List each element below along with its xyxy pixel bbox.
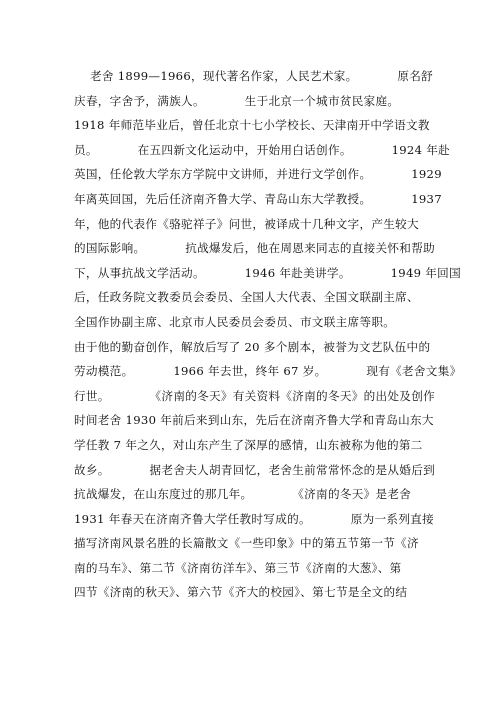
text-line-14: 行世。 《济南的冬天》有关资料《济南的冬天》的出处及创作 [74,388,435,403]
text-line-19: 1931 年春天在济南齐鲁大学任教时写成的。 原为一系列直接 [74,511,434,526]
text-line-12: 由于他的勤奋创作，解放后写了 20 多个剧本，被誉为文艺队伍中的 [74,339,431,354]
text-line-5: 英国，任伦敦大学东方学院中文讲师，并进行文学创作。 1929 [74,167,442,182]
text-line-20: 描写济南风景名胜的长篇散文《一些印象》中的第五节第一节《济 [74,536,419,551]
text-line-22: 四节《济南的秋天》、第六节《齐大的校园》、第七节是全文的结 [74,585,408,600]
text-line-18: 抗战爆发，在山东度过的那几年。 《济南的冬天》是老舍 [74,487,412,502]
text-line-7: 年，他的代表作《骆驼祥子》问世，被译成十几种文字，产生较大 [74,216,419,231]
text-line-9: 下，从事抗战文学活动。 1946 年赴美讲学。 1949 年回国 [74,265,461,280]
text-line-4: 员。 在五四新文化运动中，开始用白话创作。 1924 年赴 [74,142,451,157]
body-text [74,64,462,605]
text-line-13: 劳动模范。 1966 年去世，终年 67 岁。 现有《老舍文集》 [74,364,462,379]
text-line-17: 故乡。 据老舍夫人胡青回忆，老舍生前常常怀念的是从婚后到 [74,462,435,477]
text-line-2: 庆春，字舍予，满族人。 生于北京一个城市贫民家庭。 [74,93,400,108]
text-line-10: 后，任政务院文教委员会委员、全国人大代表、全国文联副主席、 [74,290,419,305]
text-line-21: 南的马车》、第二节《济南彷洋车》、第三节《济南的大葱》、第 [74,560,402,575]
text-line-6: 年离英回国，先后任济南齐鲁大学、青岛山东大学教授。 1937 [74,191,442,206]
text-line-15: 时间老舍 1930 年前后来到山东，先后在济南齐鲁大学和青岛山东大 [74,413,434,428]
text-line-3: 1918 年师范毕业后，曾任北京十七小学校长、天津南开中学语文教 [74,118,430,133]
text-line-11: 全国作协副主席、北京市人民委员会委员、市文联主席等职。 [74,314,396,329]
text-line-16: 学任教 7 年之久，对山东产生了深厚的感情，山东被称为他的第二 [74,437,423,452]
text-line-1: 老舍 1899—1966，现代著名作家，人民艺术家。 原名舒 [74,69,434,83]
text-line-8: 的国际影响。 抗战爆发后，他在周恩来同志的直接关怀和帮助 [74,241,435,256]
